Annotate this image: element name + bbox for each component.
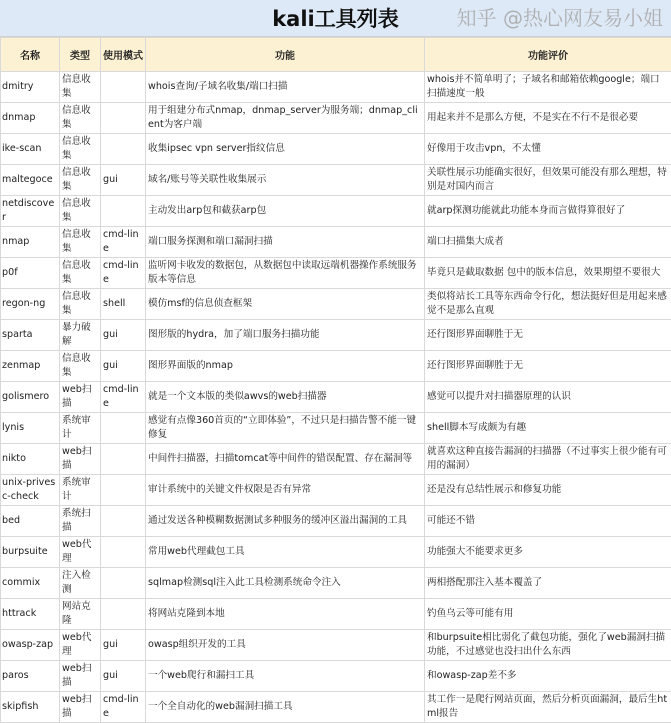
cell-type: web代理 — [60, 537, 101, 568]
cell-type: 注入检测 — [60, 568, 101, 599]
cell-mode — [101, 444, 146, 475]
cell-mode — [101, 568, 146, 599]
cell-function: 一个全自动化的web漏洞扫描工具 — [146, 692, 425, 723]
cell-evaluation: 端口扫描集大成者 — [425, 227, 671, 258]
cell-name: commix — [1, 568, 60, 599]
cell-name: dnmap — [1, 103, 60, 134]
table-row — [1, 692, 671, 723]
cell-type: 网站克隆 — [60, 599, 101, 630]
table-row — [1, 475, 671, 506]
cell-mode: gui — [101, 630, 146, 661]
cell-type: 信息收集 — [60, 134, 101, 165]
cell-function: 用于组建分布式nmap，dnmap_server为服务端；dnmap_client为客户端 — [146, 103, 425, 134]
table-row — [1, 103, 671, 134]
cell-type: web扫描 — [60, 444, 101, 475]
cell-evaluation: 还是没有总结性展示和修复功能 — [425, 475, 671, 506]
cell-type: 信息收集 — [60, 72, 101, 103]
cell-evaluation: shell脚本写成颇为有趣 — [425, 413, 671, 444]
header-name: 名称 — [1, 38, 60, 72]
cell-function: 主动发出arp包和截获arp包 — [146, 196, 425, 227]
table-row — [1, 351, 671, 382]
cell-mode: cmd-line — [101, 382, 146, 413]
cell-name: golismero — [1, 382, 60, 413]
table-row — [1, 599, 671, 630]
cell-mode: cmd-line — [101, 227, 146, 258]
cell-function: 图形界面版的nmap — [146, 351, 425, 382]
cell-type: 信息收集 — [60, 289, 101, 320]
table-row — [1, 165, 671, 196]
page-title: kali工具列表 — [0, 0, 671, 37]
cell-mode — [101, 196, 146, 227]
cell-name: sparta — [1, 320, 60, 351]
cell-name: regon-ng — [1, 289, 60, 320]
table-row — [1, 537, 671, 568]
cell-name: owasp-zap — [1, 630, 60, 661]
cell-function: 收集ipsec vpn server指纹信息 — [146, 134, 425, 165]
cell-mode — [101, 599, 146, 630]
cell-function: 模仿msf的信息侦查框架 — [146, 289, 425, 320]
cell-name: dmitry — [1, 72, 60, 103]
cell-evaluation: 感觉可以提升对扫描器原理的认识 — [425, 382, 671, 413]
cell-mode — [101, 72, 146, 103]
cell-mode: cmd-line — [101, 258, 146, 289]
table-row — [1, 382, 671, 413]
table-row — [1, 227, 671, 258]
cell-mode: shell — [101, 289, 146, 320]
table-row — [1, 506, 671, 537]
cell-type: 暴力破解 — [60, 320, 101, 351]
table-row — [1, 72, 671, 103]
cell-evaluation: 毕竟只是截取数据 包中的版本信息，效果期望不要很大 — [425, 258, 671, 289]
table-row — [1, 320, 671, 351]
cell-name: maltegoce — [1, 165, 60, 196]
table-row — [1, 568, 671, 599]
cell-evaluation: 还行图形界面聊胜于无 — [425, 351, 671, 382]
cell-function: 将网站克隆到本地 — [146, 599, 425, 630]
cell-evaluation: 钓鱼乌云等可能有用 — [425, 599, 671, 630]
cell-name: paros — [1, 661, 60, 692]
cell-function: owasp组织开发的工具 — [146, 630, 425, 661]
cell-type: 系统审计 — [60, 475, 101, 506]
cell-type: 信息收集 — [60, 258, 101, 289]
table-row — [1, 661, 671, 692]
cell-function: 审计系统中的关键文件权限是否有异常 — [146, 475, 425, 506]
cell-mode — [101, 475, 146, 506]
cell-type: web代理 — [60, 630, 101, 661]
cell-evaluation: 两相搭配那注入基本覆盖了 — [425, 568, 671, 599]
tools-table — [0, 37, 671, 723]
table-row — [1, 134, 671, 165]
header-mode: 使用模式 — [101, 38, 146, 72]
cell-type: web扫描 — [60, 692, 101, 723]
cell-mode: gui — [101, 351, 146, 382]
cell-type: 信息收集 — [60, 227, 101, 258]
cell-type: 系统扫描 — [60, 506, 101, 537]
cell-function: 就是一个文本版的类似awvs的web扫描器 — [146, 382, 425, 413]
cell-name: unix-privesc-check — [1, 475, 60, 506]
cell-type: web扫描 — [60, 382, 101, 413]
cell-evaluation: 用起来并不是那么方便，不是实在不行不是很必要 — [425, 103, 671, 134]
cell-function: sqlmap检测sql注入此工具检测系统命令注入 — [146, 568, 425, 599]
cell-type: web扫描 — [60, 661, 101, 692]
cell-evaluation: 就喜欢这种直接告漏洞的扫描器（不过事实上很少能有可用的漏洞） — [425, 444, 671, 475]
cell-mode: gui — [101, 320, 146, 351]
cell-name: p0f — [1, 258, 60, 289]
cell-mode: cmd-line — [101, 692, 146, 723]
cell-function: 监听网卡收发的数据包，从数据包中读取远端机器操作系统服务版本等信息 — [146, 258, 425, 289]
header-type: 类型 — [60, 38, 101, 72]
cell-evaluation: 类似将站长工具等东西命令行化，想法挺好但是用起来感觉不是那么直观 — [425, 289, 671, 320]
table-row — [1, 444, 671, 475]
cell-name: ike-scan — [1, 134, 60, 165]
cell-evaluation: 还行图形界面聊胜于无 — [425, 320, 671, 351]
cell-type: 信息收集 — [60, 351, 101, 382]
cell-evaluation: whois并不简单明了；子域名和邮箱依赖google；端口扫描速度一般 — [425, 72, 671, 103]
cell-mode — [101, 506, 146, 537]
cell-evaluation: 其工作一是爬行网站页面，然后分析页面漏洞，最后生html报告 — [425, 692, 671, 723]
cell-mode — [101, 537, 146, 568]
cell-name: bed — [1, 506, 60, 537]
cell-evaluation: 关联性展示功能确实很好，但效果可能没有那么理想，特别是对国内而言 — [425, 165, 671, 196]
table-row — [1, 630, 671, 661]
cell-function: whois查询/子域名收集/端口扫描 — [146, 72, 425, 103]
cell-mode — [101, 103, 146, 134]
table-row — [1, 413, 671, 444]
cell-mode: gui — [101, 165, 146, 196]
cell-function: 感觉有点像360首页的“立即体验”，不过只是扫描告警不能一键修复 — [146, 413, 425, 444]
cell-name: nikto — [1, 444, 60, 475]
cell-mode: gui — [101, 661, 146, 692]
cell-mode — [101, 134, 146, 165]
cell-type: 信息收集 — [60, 196, 101, 227]
cell-name: zenmap — [1, 351, 60, 382]
cell-type: 系统审计 — [60, 413, 101, 444]
cell-name: nmap — [1, 227, 60, 258]
header-evaluation: 功能评价 — [425, 38, 671, 72]
cell-mode — [101, 413, 146, 444]
cell-evaluation: 和owasp-zap差不多 — [425, 661, 671, 692]
cell-evaluation: 就arp探测功能就此功能本身而言做得算很好了 — [425, 196, 671, 227]
cell-type: 信息收集 — [60, 165, 101, 196]
cell-evaluation: 可能还不错 — [425, 506, 671, 537]
cell-function: 中间件扫描器，扫描tomcat等中间件的错误配置、存在漏洞等 — [146, 444, 425, 475]
table-row — [1, 196, 671, 227]
cell-name: netdiscover — [1, 196, 60, 227]
cell-evaluation: 好像用于攻击vpn，不太懂 — [425, 134, 671, 165]
cell-name: lynis — [1, 413, 60, 444]
table-row — [1, 258, 671, 289]
cell-evaluation: 和burpsuite相比弱化了截包功能，强化了web漏洞扫描功能，不过感觉也没扫出什么东西 — [425, 630, 671, 661]
table-row — [1, 289, 671, 320]
cell-evaluation: 功能强大不能要求更多 — [425, 537, 671, 568]
watermark: 知乎 @热心网友易小姐 — [457, 7, 663, 29]
cell-function: 图形版的hydra，加了端口服务扫描功能 — [146, 320, 425, 351]
cell-type: 信息收集 — [60, 103, 101, 134]
cell-name: httrack — [1, 599, 60, 630]
header-function: 功能 — [146, 38, 425, 72]
cell-function: 通过发送各种模糊数据测试多种服务的缓冲区溢出漏洞的工具 — [146, 506, 425, 537]
cell-function: 端口服务探测和端口漏洞扫描 — [146, 227, 425, 258]
cell-function: 域名/账号等关联性收集展示 — [146, 165, 425, 196]
table-header-row — [1, 38, 671, 72]
cell-function: 常用web代理截包工具 — [146, 537, 425, 568]
cell-name: skipfish — [1, 692, 60, 723]
cell-name: burpsuite — [1, 537, 60, 568]
cell-function: 一个web爬行和漏扫工具 — [146, 661, 425, 692]
